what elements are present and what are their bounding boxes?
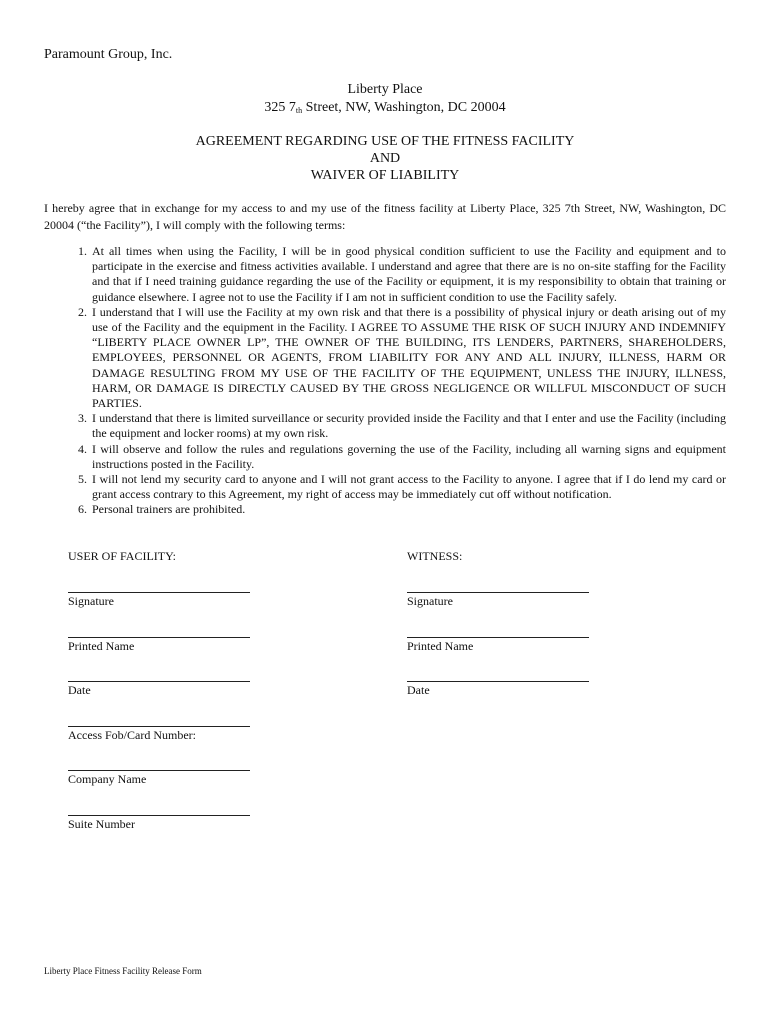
intro-paragraph: I hereby agree that in exchange for my access to and my use of the fitness facility at Liberty Place, 325 7th Street, NW, Washington, DC 20004 (“the Facility”), I will comply with the following terms: (44, 201, 726, 232)
witness-signature-label: Signature (407, 594, 453, 608)
witness-heading: WITNESS: (407, 549, 463, 563)
user-signature-label: Signature (68, 594, 114, 608)
building-name: Liberty Place (347, 82, 423, 97)
company-name: Paramount Group, Inc. (44, 47, 173, 62)
building-address (0, 100, 770, 116)
user-date-line[interactable] (68, 681, 250, 682)
term-item: 3. I understand that there is limited surveillance or security provided inside the Facility and that I enter and use the Facility (including the equipment and locker rooms) at my own risk. (90, 411, 726, 441)
user-signature-line[interactable] (68, 592, 250, 593)
witness-printed-name-label: Printed Name (407, 639, 474, 653)
user-printed-name-label: Printed Name (68, 639, 135, 653)
user-printed-name-line[interactable] (68, 637, 250, 638)
address-ordinal: th (295, 106, 303, 115)
witness-signature-line[interactable] (407, 592, 589, 593)
address-street: Street, NW, Washington, DC 20004 (302, 100, 506, 115)
agreement-title-and: AND (369, 151, 401, 166)
term-item: 1. At all times when using the Facility, I will be in good physical condition sufficient to use the Facility and equipment and to participate in the exercise and fitness activities available. I understand and agree that there are is no on-site staffing for the Facility and that if I need training guidance regarding the use of the Facility or equipment, it is my responsibility to obtain that training or guidance elsewhere. I agree not to use the Facility if I am not in sufficient condition to use the Facility safely. (90, 244, 726, 305)
terms-list (44, 244, 726, 518)
address-number: 325 7 (264, 100, 296, 115)
company-name-label: Company Name (68, 772, 147, 786)
page-footer: Liberty Place Fitness Facility Release Form (44, 966, 202, 976)
term-item: 5. I will not lend my security card to anyone and I will not grant access to the Facility to anyone. I agree that if I do lend my card or grant access contrary to this Agreement, my right of access may be immediately cut off without notification. (90, 472, 726, 502)
term-item: 4. I will observe and follow the rules and regulations governing the use of the Facility, including all warning signs and equipment instructions posted in the Facility. (90, 442, 726, 472)
witness-date-line[interactable] (407, 681, 589, 682)
suite-number-label: Suite Number (68, 817, 135, 831)
access-card-label: Access Fob/Card Number: (68, 728, 196, 742)
waiver-title: WAIVER OF LIABILITY (310, 168, 460, 183)
company-name-line[interactable] (68, 770, 250, 771)
user-date-label: Date (68, 683, 91, 697)
witness-printed-name-line[interactable] (407, 637, 589, 638)
agreement-title: AGREEMENT REGARDING USE OF THE FITNESS FACILITY (195, 134, 575, 149)
user-heading: USER OF FACILITY: (68, 549, 177, 563)
term-item: 2. I understand that I will use the Facility at my own risk and that there is a possibility of physical injury or death arising out of my use of the Facility and the equipment in the Facility. I AGREE TO ASSUME THE RISK OF SUCH INJURY AND INDEMNIFY “LIBERTY PLACE OWNER LP”, THE OWNER OF THE BUILDING, ITS LENDERS, PARTNERS, SHAREHOLDERS, EMPLOYEES, PERSONNEL OR AGENTS, FROM LIABILITY FOR ANY AND ALL INJURY, ILLNESS, HARM OR DAMAGE RESULTING FROM MY USE OF THE FACILITY OF THE EQUIPMENT, UNLESS THE INJURY, ILLNESS, HARM, OR DAMAGE IS DIRECTLY CAUSED BY THE GROSS NEGLIGENCE OR WILLFUL MISCONDUCT OF SUCH PARTIES. (90, 305, 726, 411)
access-card-line[interactable] (68, 726, 250, 727)
suite-number-line[interactable] (68, 815, 250, 816)
term-item: 6. Personal trainers are prohibited. (90, 502, 726, 517)
witness-date-label: Date (407, 683, 430, 697)
